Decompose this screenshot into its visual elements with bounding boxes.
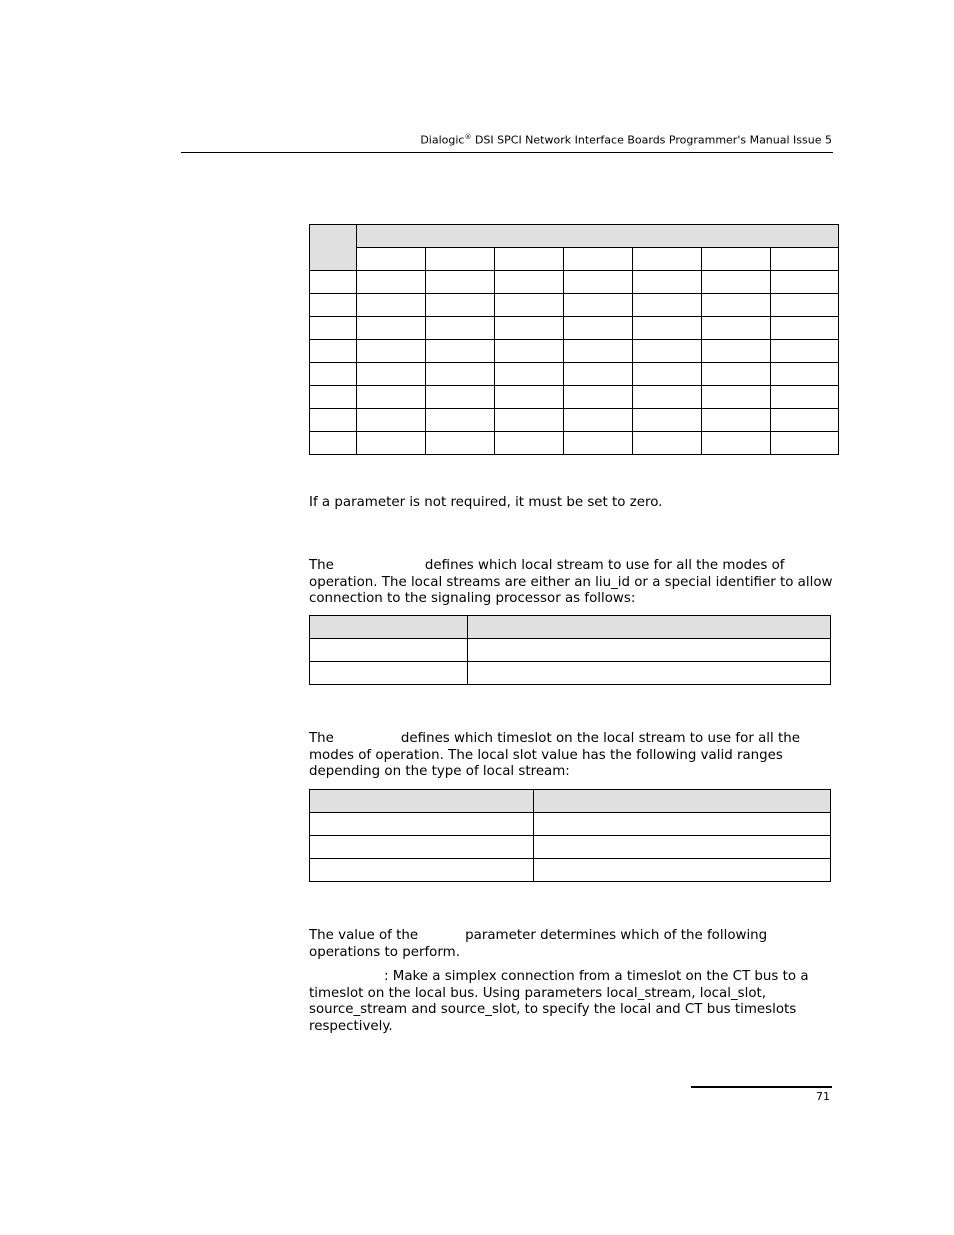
table-cell — [310, 662, 468, 685]
table-cell — [310, 409, 357, 432]
table-cell — [310, 836, 534, 859]
table-cell — [495, 271, 564, 294]
table-row — [310, 340, 839, 363]
local-slot-table — [309, 789, 831, 882]
table-cell — [426, 294, 495, 317]
table-cell — [564, 409, 633, 432]
table-cell — [633, 409, 702, 432]
table-cell — [357, 340, 426, 363]
table-cell — [633, 386, 702, 409]
header-cell — [357, 225, 839, 248]
table-cell — [702, 340, 771, 363]
table-cell — [771, 386, 839, 409]
table-cell — [534, 859, 831, 882]
table-cell — [357, 294, 426, 317]
stream-intro-c: operation. The local streams are either an liu_id or a special identifier to allow connection to the signaling processor as follows: — [309, 574, 833, 606]
table-cell — [310, 639, 468, 662]
table-cell — [426, 386, 495, 409]
header-cell — [468, 616, 831, 639]
table-cell — [564, 340, 633, 363]
header-title: DSI SPCI Network Interface Boards Programmer's Manual Issue 5 — [474, 133, 832, 147]
table-cell — [495, 248, 564, 271]
parameter-mode-table — [309, 224, 839, 455]
table-row — [310, 294, 839, 317]
table-cell — [702, 432, 771, 455]
table-cell — [633, 271, 702, 294]
table-cell — [771, 294, 839, 317]
table-cell — [310, 859, 534, 882]
table-cell — [534, 813, 831, 836]
table-cell — [310, 340, 357, 363]
table-row — [310, 271, 839, 294]
table-cell — [564, 432, 633, 455]
table-cell — [702, 317, 771, 340]
table-cell — [495, 317, 564, 340]
table-cell — [495, 340, 564, 363]
slot-intro — [309, 731, 839, 781]
table-cell — [702, 409, 771, 432]
local-stream-table — [309, 615, 831, 685]
table-cell — [564, 294, 633, 317]
table-row — [310, 225, 839, 248]
table-cell — [310, 363, 357, 386]
table-cell — [310, 317, 357, 340]
table-cell — [426, 340, 495, 363]
stream-intro-a: The — [309, 558, 334, 573]
table-cell — [495, 409, 564, 432]
table-cell — [633, 363, 702, 386]
footer-rule — [691, 1086, 832, 1088]
mode-intro — [309, 928, 779, 961]
table-row — [310, 790, 831, 813]
table-cell — [357, 386, 426, 409]
table-row — [310, 859, 831, 882]
table-row — [310, 317, 839, 340]
table-cell — [357, 432, 426, 455]
table-cell — [771, 248, 839, 271]
table-cell — [495, 294, 564, 317]
table-cell — [495, 363, 564, 386]
table-cell — [702, 271, 771, 294]
table-row — [310, 409, 839, 432]
table-row — [310, 616, 831, 639]
table-cell — [310, 294, 357, 317]
table-cell — [426, 248, 495, 271]
stream-intro-b: defines which local stream to use for all the modes of — [424, 558, 785, 573]
table-cell — [633, 248, 702, 271]
table-cell — [426, 409, 495, 432]
table-cell — [633, 432, 702, 455]
table-cell — [357, 248, 426, 271]
table-cell — [468, 662, 831, 685]
header-cell — [534, 790, 831, 813]
table-cell — [310, 271, 357, 294]
table-cell — [310, 813, 534, 836]
header-cell — [310, 616, 468, 639]
table-cell — [771, 409, 839, 432]
table-cell — [357, 363, 426, 386]
table-cell — [702, 248, 771, 271]
table-cell — [495, 386, 564, 409]
table-cell — [310, 432, 357, 455]
table-cell — [564, 271, 633, 294]
table-cell — [310, 386, 357, 409]
table-cell — [357, 409, 426, 432]
table-row — [310, 432, 839, 455]
table-cell — [564, 386, 633, 409]
header-cell — [310, 225, 357, 271]
table-cell — [633, 340, 702, 363]
table-row — [310, 363, 839, 386]
table-cell — [771, 271, 839, 294]
table-cell — [534, 836, 831, 859]
zero-note: If a parameter is not required, it must be set to zero. — [309, 495, 663, 510]
table-cell — [771, 363, 839, 386]
table-cell — [564, 248, 633, 271]
table-cell — [633, 317, 702, 340]
table-cell — [771, 340, 839, 363]
header-cell — [310, 790, 534, 813]
table-cell — [468, 639, 831, 662]
mode-intro-a: The value of the — [309, 928, 419, 943]
table-cell — [495, 432, 564, 455]
running-header — [420, 133, 832, 147]
registered-mark: ® — [464, 133, 472, 141]
table-cell — [426, 363, 495, 386]
table-row — [310, 639, 831, 662]
table-row — [310, 386, 839, 409]
table-cell — [564, 317, 633, 340]
table-cell — [702, 363, 771, 386]
page-number: 71 — [816, 1090, 830, 1103]
table-cell — [771, 432, 839, 455]
table-cell — [357, 317, 426, 340]
table-cell — [426, 317, 495, 340]
table-cell — [357, 271, 426, 294]
table-cell — [702, 294, 771, 317]
table-cell — [702, 386, 771, 409]
mode-intro-b: parameter determines which of the following operations to perform. — [309, 928, 768, 960]
slot-intro-b: defines which timeslot on the local stream to use for all the — [400, 731, 800, 746]
table-row — [310, 836, 831, 859]
slot-intro-a: The — [309, 731, 334, 746]
header-brand: Dialogic — [420, 133, 465, 147]
stream-intro — [309, 558, 839, 608]
header-rule — [181, 152, 833, 153]
slot-intro-c: modes of operation. The local slot value has the following valid ranges depending on the type of local stream: — [309, 747, 783, 779]
table-cell — [426, 271, 495, 294]
table-cell — [564, 363, 633, 386]
table-cell — [633, 294, 702, 317]
mode-simplex-description: : Make a simplex connection from a timeslot on the CT bus to a timeslot on the local bus. Using parameters local_stream, local_slot, source_stream and source_slot, to specify the local and CT bus timeslots respectively. — [309, 969, 809, 1034]
table-row — [310, 662, 831, 685]
table-row — [310, 813, 831, 836]
table-cell — [771, 317, 839, 340]
table-cell — [426, 432, 495, 455]
table-row — [310, 248, 839, 271]
